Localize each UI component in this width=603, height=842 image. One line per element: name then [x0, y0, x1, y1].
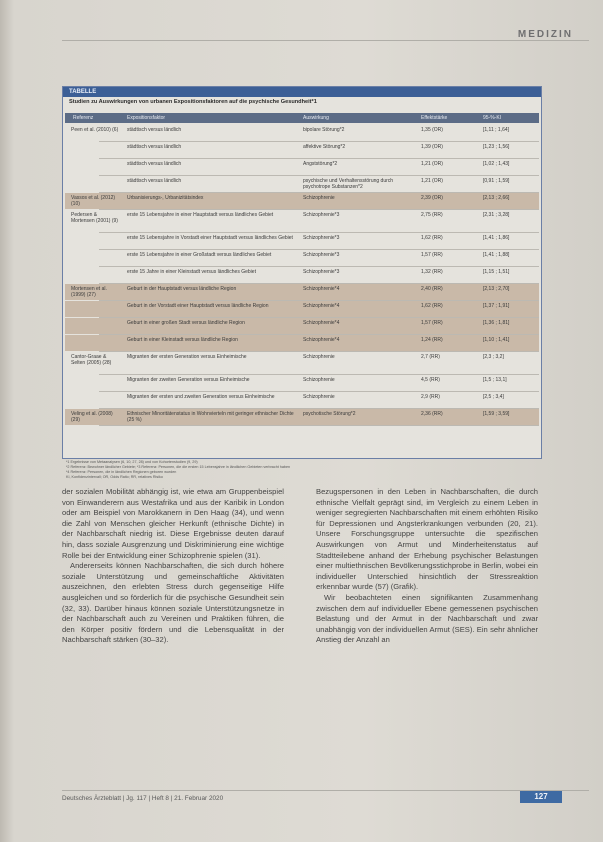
table-row — [65, 193, 539, 209]
table-footnote: *1 Ergebnisse von Metaanalysen (6, 10, 27, 28) und von Kohortenstudien (9, 29) — [66, 460, 198, 464]
table-row — [65, 392, 539, 408]
cell-auswirkung: Schizophrenie*3 — [303, 235, 340, 241]
cell-ki: [1,10 ; 1,41] — [483, 337, 510, 343]
table-row — [65, 159, 539, 175]
cell-exposition: erste 15 Lebensjahre in einer Großstadt versus ländliches Gebiet — [127, 252, 272, 258]
page-number: 127 — [520, 791, 562, 803]
table-title: Studien zu Auswirkungen von urbanen Expositionsfaktoren auf die psychische Gesundheit*1 — [69, 99, 317, 105]
row-divider — [99, 425, 539, 426]
paragraph: Bezugspersonen in den Leben in Nachbarschaften, die durch ethnische Vielfalt geprägt sind, im Vergleich zu einem Leben in weniger segregierten Nachbarschaften mit einem erhöhten Risiko für Depressionen und Angsterkrankungen verbunden (20, 21). Unsere Forschungsgruppe untersuchte die spezifischen Auswirkungen von Armut und Minderheitenstatus auf Stadtteilebene anhand der Erhebung psychischer Belastungen einer multiethnischen Bevölkerungsstichprobe in Berlin, wobei ein individueller Unterschied hinsichtlich der Stressreaktion erkennbar wurde (57) (Grafik). — [316, 487, 538, 592]
table-row — [65, 233, 539, 249]
cell-exposition: Ethnischer Minoritätenstatus in Wohnvierteln mit geringer ethnischer Dichte (25 %) — [127, 411, 294, 423]
cell-effekt: 1,57 (RR) — [421, 320, 443, 326]
cell-ki: [2,13 ; 2,70] — [483, 286, 510, 292]
cell-exposition: Migranten der ersten und zweiten Generation versus Einheimische — [127, 394, 275, 400]
study-table — [62, 86, 542, 459]
cell-ki: [1,5 ; 13,1] — [483, 377, 507, 383]
cell-effekt: 2,36 (RR) — [421, 411, 443, 417]
table-row — [65, 250, 539, 266]
cell-effekt: 1,62 (RR) — [421, 235, 443, 241]
journal-citation: Deutsches Ärzteblatt | Jg. 117 | Heft 8 | 21. Februar 2020 — [62, 795, 224, 802]
cell-exposition: städtisch versus ländlich — [127, 127, 182, 133]
col-header-effekt: Effektstärke — [421, 115, 448, 121]
cell-auswirkung: Schizophrenie*3 — [303, 269, 340, 275]
cell-ki: [2,13 ; 2,66] — [483, 195, 510, 201]
table-row — [65, 267, 539, 283]
cell-ki: [1,23 ; 1,56] — [483, 144, 510, 150]
cell-auswirkung: affektive Störung*2 — [303, 144, 346, 150]
cell-auswirkung: Schizophrenie*4 — [303, 303, 340, 309]
cell-effekt: 1,24 (RR) — [421, 337, 443, 343]
cell-referenz: Pedersen & Mortensen (2001) (9) — [71, 212, 118, 224]
header-rule — [62, 40, 589, 41]
table-row — [65, 284, 539, 300]
cell-auswirkung: Schizophrenie*4 — [303, 320, 340, 326]
cell-ki: [1,59 ; 3,59] — [483, 411, 510, 417]
cell-effekt: 2,9 (RR) — [421, 394, 440, 400]
cell-referenz: Peen et al. (2010) (6) — [71, 127, 119, 133]
cell-ki: [0,91 ; 1,59] — [483, 178, 510, 184]
cell-referenz: Mortensen et al. (1999) (27) — [71, 286, 107, 298]
col-header-ki: 95-%-KI — [483, 115, 502, 121]
table-row — [65, 335, 539, 351]
table-footnote: KI, Konfidenzintervall; OR, Odds Ratio; RR, relatives Risiko — [66, 475, 163, 479]
table-row — [65, 318, 539, 334]
footer-rule — [62, 790, 589, 791]
cell-exposition: städtisch versus ländlich — [127, 144, 182, 150]
cell-auswirkung: Schizophrenie*4 — [303, 337, 340, 343]
cell-ki: [2,3 ; 3,2] — [483, 354, 504, 360]
cell-effekt: 1,21 (OR) — [421, 161, 443, 167]
cell-ki: [1,11 ; 1,64] — [483, 127, 510, 133]
col-header-exposition: Expositionsfaktor — [127, 115, 166, 121]
table-row — [65, 176, 539, 192]
section-label: MEDIZIN — [517, 29, 573, 40]
table-row — [65, 210, 539, 232]
cell-auswirkung: psychische und Verhaltensstörung durch psychotrope Substanzen*2 — [303, 178, 394, 190]
cell-auswirkung: Schizophrenie*4 — [303, 286, 340, 292]
col-header-referenz: Referenz — [73, 115, 94, 121]
cell-ki: [1,02 ; 1,43] — [483, 161, 510, 167]
table-row — [65, 352, 539, 374]
table-row — [65, 142, 539, 158]
cell-effekt: 2,7 (RR) — [421, 354, 440, 360]
paragraph: Wir beobachteten einen signifikanten Zusammenhang zwischen dem auf individueller Ebene gemessenen psychischen Belastung und der Armut in der Nachbarschaft und zwar unabhängig von der individuellen Armut (SES). Ein sehr ähnlicher Anstieg der Anzahl an — [316, 592, 538, 645]
cell-exposition: Geburt in der Hauptstadt versus ländliche Region — [127, 286, 237, 292]
cell-auswirkung: Schizophrenie*3 — [303, 252, 340, 258]
cell-exposition: Urbanisierungs-, Urbanizitätsindex — [127, 195, 204, 201]
cell-exposition: Geburt in der Vorstadt einer Hauptstadt versus ländliche Region — [127, 303, 269, 309]
cell-ki: [2,31 ; 3,28] — [483, 212, 510, 218]
text-column-right — [316, 487, 538, 646]
cell-referenz: Vassos et al. (2012) (10) — [71, 195, 116, 207]
cell-exposition: erste 15 Jahre in einer Kleinstadt versus ländliches Gebiet — [127, 269, 256, 275]
cell-auswirkung: psychotische Störung*2 — [303, 411, 356, 417]
table-row — [65, 301, 539, 317]
cell-effekt: 1,62 (RR) — [421, 303, 443, 309]
cell-effekt: 1,35 (OR) — [421, 127, 443, 133]
cell-effekt: 1,39 (OR) — [421, 144, 443, 150]
cell-exposition: Geburt in einer Kleinstadt versus ländliche Region — [127, 337, 238, 343]
table-footnote: *4 Referenz: Personen, die in ländlichen Regionen geboren wurden — [66, 470, 177, 474]
cell-ki: [1,15 ; 1,51] — [483, 269, 510, 275]
cell-auswirkung: bipolare Störung*2 — [303, 127, 345, 133]
cell-effekt: 1,21 (OR) — [421, 178, 443, 184]
cell-referenz: Veling et al. (2008) (29) — [71, 411, 113, 423]
table-header — [65, 113, 539, 123]
paragraph: Andererseits können Nachbarschaften, die sich durch höhere soziale Unterstützung und gemeinschaftliche Aktivitäten auszeichnen, den erlebten Stress durch gegenseitige Hilfe ausgleichen und so förderlich für die psychische Gesundheit sein (32, 33). Darüber hinaus können soziale Unterstützungsnetze in der Nachbarschaft auch zu Vereinen und Praktiken führen, die den Körper positiv fördern und die Lebensqualität in der Nachbarschaft stärken (30–32). — [62, 561, 284, 645]
table-footnote: *2 Referenz: Bewohner ländlicher Gebiete; *3 Referenz: Personen, die die ersten 15 Lebensjahre in ländlichen Gebieten verbracht haben — [66, 465, 291, 469]
cell-ki: [1,41 ; 1,88] — [483, 252, 510, 258]
cell-auswirkung: Schizophrenie — [303, 394, 335, 400]
cell-ki: [1,37 ; 1,91] — [483, 303, 510, 309]
text-column-left — [62, 487, 284, 646]
table-tag: TABELLE — [63, 87, 541, 97]
cell-ki: [1,41 ; 1,86] — [483, 235, 510, 241]
cell-auswirkung: Schizophrenie — [303, 354, 335, 360]
cell-ki: [1,36 ; 1,81] — [483, 320, 510, 326]
cell-exposition: Geburt in einer großen Stadt versus ländliche Region — [127, 320, 245, 326]
cell-effekt: 2,39 (OR) — [421, 195, 443, 201]
paragraph: der sozialen Mobilität abhängig ist, wie etwa am Gruppenbeispiel von Einwanderern aus Westafrika und aus der Karibik in London oder am Beispiel von Marokkanern in Den Haag (34), und wenn die Zahl von Menschen gleicher Herkunft (ethnische Dichte) in der Nachbarschaft niedrig ist. Diese Ergebnisse deuten darauf hin, dass soziale Ausgrenzung und Diskriminierung eine wichtige Rolle bei der Entwicklung einer Schizophrenie spielen (31). — [62, 487, 284, 560]
cell-ki: [2,5 ; 3,4] — [483, 394, 504, 400]
cell-auswirkung: Schizophrenie — [303, 377, 335, 383]
cell-exposition: Migranten der zweiten Generation versus Einheimische — [127, 377, 250, 383]
cell-effekt: 1,32 (RR) — [421, 269, 443, 275]
cell-effekt: 1,57 (RR) — [421, 252, 443, 258]
table-row — [65, 375, 539, 391]
cell-effekt: 2,75 (RR) — [421, 212, 443, 218]
cell-exposition: städtisch versus ländlich — [127, 161, 182, 167]
cell-exposition: erste 15 Lebensjahre in Vorstadt einer Hauptstadt versus ländliches Gebiet — [127, 235, 293, 241]
cell-exposition: erste 15 Lebensjahre in einer Hauptstadt versus ländliches Gebiet — [127, 212, 274, 218]
cell-exposition: Migranten der ersten Generation versus Einheimische — [127, 354, 247, 360]
cell-auswirkung: Angststörung*2 — [303, 161, 338, 167]
cell-auswirkung: Schizophrenie*3 — [303, 212, 340, 218]
cell-effekt: 2,40 (RR) — [421, 286, 443, 292]
table-row — [65, 125, 539, 141]
cell-auswirkung: Schizophrenie — [303, 195, 335, 201]
table-row — [65, 409, 539, 425]
col-header-auswirkung: Auswirkung — [303, 115, 329, 121]
cell-effekt: 4,5 (RR) — [421, 377, 440, 383]
cell-exposition: städtisch versus ländlich — [127, 178, 182, 184]
cell-referenz: Cantor-Graae & Selten (2005) (28) — [71, 354, 112, 366]
